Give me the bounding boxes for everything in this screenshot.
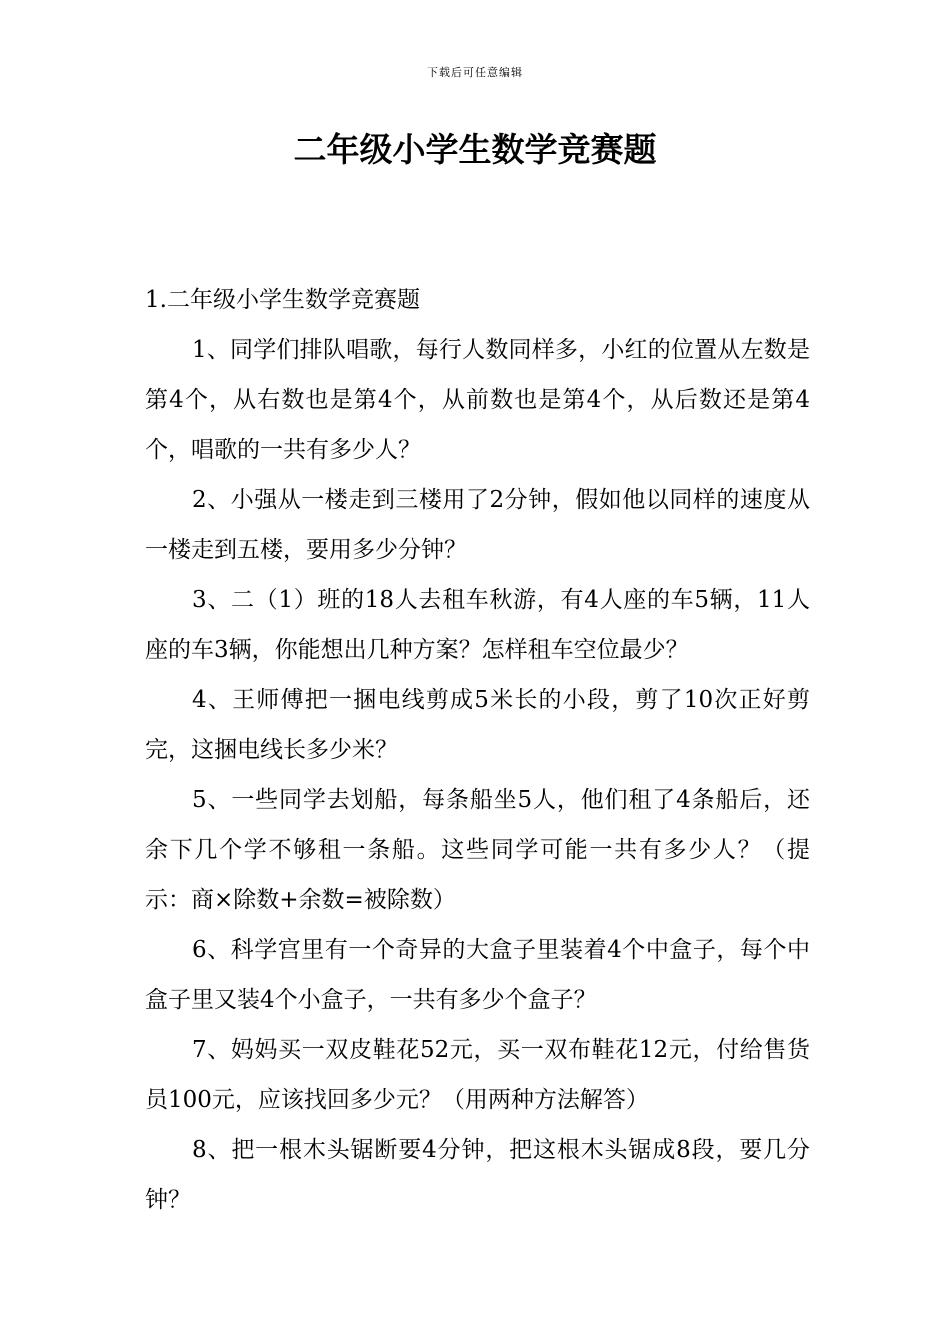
section-heading: 1.二年级小学生数学竞赛题 (145, 287, 420, 313)
question-1: 1、同学们排队唱歌，每行人数同样多，小红的位置从左数是第4个，从右数也是第4个，从前数也是第4个，从后数还是第4个，唱歌的一共有多少人？ (145, 337, 810, 463)
question-5: 5、一些同学去划船，每条船坐5人，他们租了4条船后，还余下几个学不够租一条船。这些同学可能一共有多少人？（提示：商×除数+余数=被除数） (145, 787, 810, 913)
question-4: 4、王师傅把一捆电线剪成5米长的小段，剪了10次正好剪完，这捆电线长多少米？ (145, 687, 810, 763)
question-8: 8、把一根木头锯断要4分钟，把这根木头锯成8段，要几分钟？ (145, 1137, 810, 1213)
question-3: 3、二（1）班的18人去租车秋游，有4人座的车5辆，11人座的车3辆，你能想出几种方案？怎样租车空位最少？ (145, 587, 810, 663)
question-2: 2、小强从一楼走到三楼用了2分钟，假如他以同样的速度从一楼走到五楼，要用多少分钟？ (145, 487, 810, 563)
question-7: 7、妈妈买一双皮鞋花52元，买一双布鞋花12元，付给售货员100元，应该找回多少元？（用两种方法解答） (145, 1037, 810, 1113)
document-body (145, 275, 810, 1225)
page-header-note: 下载后可任意编辑 (427, 66, 523, 79)
document-title: 二年级小学生数学竞赛题 (293, 130, 657, 169)
question-6: 6、科学宫里有一个奇异的大盒子里装着4个中盒子，每个中盒子里又装4个小盒子，一共有多少个盒子？ (145, 937, 810, 1013)
